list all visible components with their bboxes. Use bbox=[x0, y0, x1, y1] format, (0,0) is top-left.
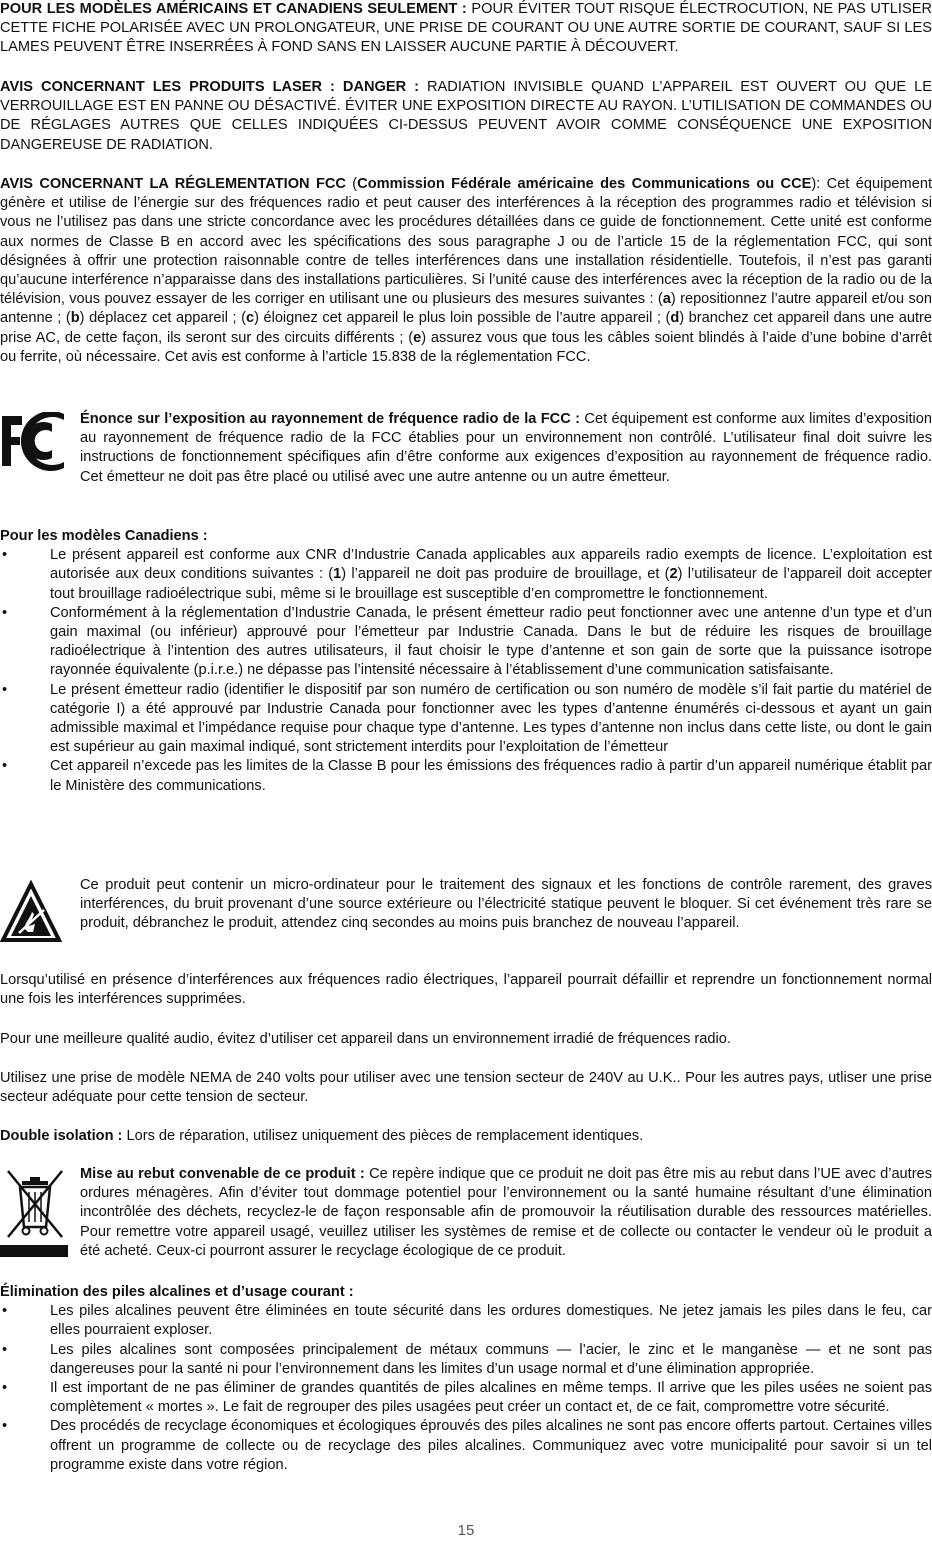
list-item: • Le présent émetteur radio (identifier le dispositif par son numéro de certification ou son numéro de modèle s’il fait partie du matériel de catégorie I) a été approuvé par Industrie Canada pour fonctionner avec les types d’antenne énumérés ci-dessous et ayant un gain admissible maximal et l’impédance requise pour chaque type d’antenne. Les types d’antenne non inclus dans cette liste, ou dont le gain est supérieur au gain maximal indiqué, sont strictement interdits pour l’exploitation de l’émetteur bbox=[2, 681, 932, 756]
battery-disposal-section bbox=[0, 1283, 932, 1475]
rf-interference-paragraph: Lorsqu’utilisé en présence d’interférences aux fréquences radio électriques, l’appareil pourrait défaillir et reprendre un fonctionnement normal une fois les interférences supprimées. bbox=[0, 972, 932, 1008]
notice-heading: AVIS CONCERNANT LES PRODUITS LASER : DANGER : bbox=[0, 79, 420, 95]
battery-bullet-list bbox=[0, 1302, 932, 1475]
double-insulation-paragraph: Double isolation : Lors de réparation, utilisez uniquement des pièces de remplacement identiques. bbox=[0, 1128, 644, 1144]
statement-heading: Énonce sur l’exposition au rayonnement de fréquence radio de la FCC : bbox=[80, 411, 581, 427]
canadian-models-section bbox=[0, 527, 932, 796]
fcc-statement-text: Énonce sur l’exposition au rayonnement de fréquence radio de la FCC : Cet équipement est conforme aux limites d’exposition au rayonnement de fréquence radio de la FCC établies pour un environnement non contrôlé. L’utilisateur final doit suivre les instructions de fonctionnement spécifiques afin d’être conforme aux exigences d’exposition au rayonnement de fréquence radio. Cet émetteur ne doit pas être placé ou utilisé avec une autre antenne ou un autre émetteur. bbox=[80, 411, 932, 485]
section-heading: Élimination des piles alcalines et d’usage courant : bbox=[0, 1284, 354, 1300]
list-item: • Les piles alcalines peuvent être éliminées en toute sécurité dans les ordures domestiques. Ne jetez jamais les piles dans le feu, car elles pourraient exploser. bbox=[2, 1303, 932, 1339]
nema-plug-paragraph: Utilisez une prise de modèle NEMA de 240 volts pour utiliser avec une tension secteur de 240V au U.K.. Pour les autres pays, utliser une prise secteur adéquate pour cette tension de secteur. bbox=[0, 1070, 932, 1106]
canadian-bullet-list bbox=[0, 546, 932, 796]
list-item: • Il est important de ne pas éliminer de grandes quantités de piles alcalines en même temps. Il arrive que les piles usées ne soient pas complètement « mortes ». Le fait de regrouper des piles usagées peut créer un contact et, de ce fait, compromettre votre sécurité. bbox=[2, 1380, 932, 1416]
page-number: 15 bbox=[457, 1522, 475, 1539]
fcc-logo-icon bbox=[0, 412, 70, 478]
laser-notice bbox=[0, 78, 932, 155]
section-heading: Pour les modèles Canadiens : bbox=[0, 528, 208, 544]
list-item: • Conformément à la réglementation d’Industrie Canada, le présent émetteur radio peut fonctionner avec une antenne d’un type et d’un gain maximal (ou inférieur) approuvé pour l’émetteur par Industrie Canada. Dans le but de réduire les risques de brouillage radioélectrique à l’intention des autres utilisateurs, il faut choisir le type d’antenne et son gain de sorte que la puissance isotrope rayonnée équivalente (p.i.r.e.) ne dépasse pas l’intensité nécessaire à l’établissement d’une communication satisfaisante. bbox=[2, 604, 932, 679]
fcc-regulation-notice: AVIS CONCERNANT LA RÉGLEMENTATION FCC (Commission Fédérale américaine des Communications ou CCE): Cet équipement génère et utilise de l’énergie sur des fréquences radio et peut causer des interférences à la réception des programmes radio et télévision si vous ne l’utilisez pas dans une stricte concordance avec les procédures détaillées dans ce guide de fonctionnement. Cette unité est conforme aux normes de Classe B en accord avec les spécifications des sous paragraphe J ou de l’article 15 de la réglementation FCC, qui sont désignées à offrir une protection raisonnable contre de telles interférences dans une installation résidentielle. Toutefois, il n’est pas garanti qu’aucune interférence n’apparaisse dans des installations particulières. Si l’unité cause des interférences avec la réception de la radio ou de la télévision, vous pouvez essayer de les corriger en utilisant une ou plusieurs des mesures suivantes : (a) repositionnez l’autre appareil et/ou son antenne ; (b) déplacez cet appareil ; (c) éloignez cet appareil le plus loin possible de l’autre appareil ; (d) branchez cet appareil dans une autre prise AC, de cette façon, ils seront sur des circuits différents ; (e) assurez vous que tous les câbles soient blindés à l’aide d’une bobine d’arrêt ou ferrite, où nécessaire. Cet avis est conforme à l’article 15.838 de la réglementation FCC. bbox=[0, 176, 932, 365]
notice-text: RADIATION INVISIBLE QUAND L’APPAREIL EST OUVERT OU QUE LE VERROUILLAGE EST EN PANNE OU DÉSACTIVÉ. ÉVITER UNE EXPOSITION DIRECTE AU RAYON. L’UTILISATION DE COMMANDES OU DE RÉGLAGES AUTRES QUE CELLES INDIQUÉES CI-DESSUS PEUVENT AVOIR COMME CONSÉQUENCE UNE EXPOSITION DANGEREUSE DE RADIATION. bbox=[0, 79, 932, 153]
notice-heading: AVIS CONCERNANT LA RÉGLEMENTATION FCC bbox=[0, 176, 346, 192]
paragraph-heading: Double isolation : bbox=[0, 1128, 123, 1144]
esd-notice-text: Ce produit peut contenir un micro-ordinateur pour le traitement des signaux et les fonctions de contrôle rarement, des graves interférences, du bruit provenant d’une source extérieure ou l’électricité statique peuvent le bloquer. Si cet événement très rare se produit, débranchez le produit, attendez cinq secondes au moins puis branchez de nouveau l’appareil. bbox=[80, 877, 932, 932]
audio-quality-paragraph: Pour une meilleure qualité audio, évitez d’utiliser cet appareil dans un environnement irradié de fréquences radio. bbox=[0, 1031, 731, 1047]
crossed-bin-icon bbox=[0, 1167, 70, 1267]
list-item: • Des procédés de recyclage économiques et écologiques éprouvés des piles alcalines ne sont pas encore offerts partout. Certaines villes offrent un programme de collecte ou de recyclage des piles alcalines. Communiquez avec votre municipalité pour savoir si un tel programme existe dans votre région. bbox=[2, 1418, 932, 1473]
list-item: • Cet appareil n’excede pas les limites de la Classe B pour les émissions des fréquences radio à partir d’un appareil numérique établit par le Ministère des communications. bbox=[2, 758, 932, 794]
notice-heading: POUR LES MODÈLES AMÉRICAINS ET CANADIENS SEULEMENT : bbox=[0, 1, 467, 17]
notice-heading-commission: Commission Fédérale américaine des Communications ou CCE bbox=[357, 176, 812, 192]
notice-heading: Mise au rebut convenable de ce produit : bbox=[80, 1166, 365, 1182]
notice-text: POUR ÉVITER TOUT RISQUE ÉLECTROCUTION, NE PAS UTLISER CETTE FICHE POLARISÉE AVEC UN PROLONGATEUR, UNE PRISE DE COURANT OU UNE AUTRE SORTIE DE COURANT, SAUF SI LES LAMES PEUVENT ÊTRE INSERRÉES À FOND SANS EN LAISSER AUCUNE PARTIE À DÉCOUVERT. bbox=[0, 1, 932, 56]
list-item: • Les piles alcalines sont composées principalement de métaux communs — l’acier, le zinc et le manganèse — et ne sont pas dangereuses pour la santé ni pour l’environnement dans les limites d’un usage normal et d’une élimination appropriée. bbox=[2, 1341, 932, 1377]
weee-notice-text: Mise au rebut convenable de ce produit : Ce repère indique que ce produit ne doit pas être mis au rebut dans l’UE avec d’autres ordures ménagères. Afin d’éviter tout dommage potentiel pour l’environnement ou la santé humaine résultant d’une élimination incontrôlée des déchets, recyclez-le de façon responsable afin de promouvoir la réutilisation durable des ressources matérielles. Pour remettre votre appareil usagé, veuillez utiliser les systèmes de remise et de collecte ou contacter le vendeur où le produit a été acheté. Ceux-ci pourront assurer le recyclage écologique de ce produit. bbox=[80, 1166, 932, 1259]
list-item: • Le présent appareil est conforme aux CNR d’Industrie Canada applicables aux appareils radio exempts de licence. L’exploitation est autorisée aux deux conditions suivantes : (1) l’appareil ne doit pas produire de brouillage, et (2) l’utilisateur de l’appareil doit accepter tout brouillage radioélectrique subi, même si le brouillage est susceptible d’en compromettre le fonctionnement. bbox=[2, 547, 932, 602]
esd-warning-icon bbox=[0, 880, 62, 952]
us-canada-safety-notice bbox=[0, 0, 932, 58]
